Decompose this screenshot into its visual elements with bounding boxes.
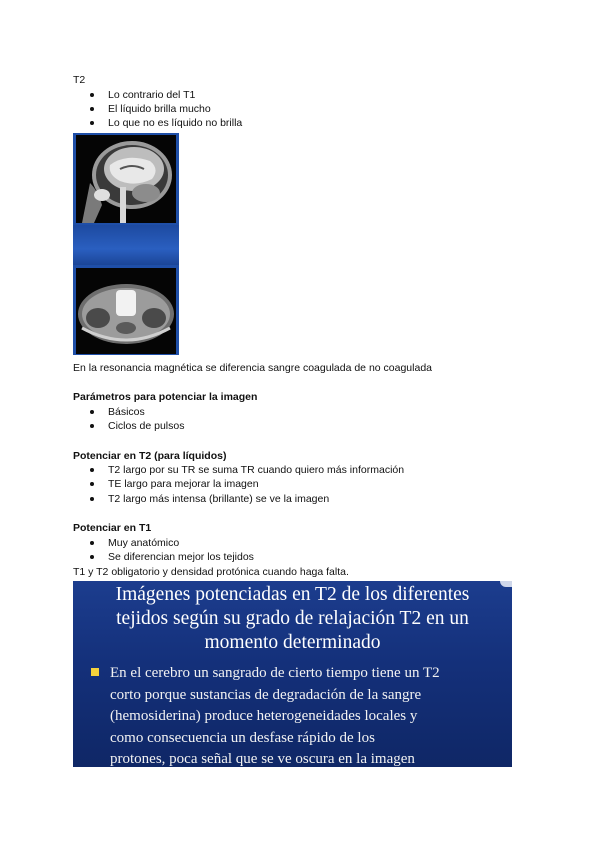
list-item: Se diferencian mejor los tejidos bbox=[108, 551, 254, 563]
list-item: El líquido brilla mucho bbox=[108, 103, 211, 115]
resonancia-paragraph: En la resonancia magnética se diferencia sangre coagulada de no coagulada bbox=[73, 362, 432, 374]
list-item: Lo contrario del T1 bbox=[108, 89, 196, 101]
list-item: Lo que no es líquido no brilla bbox=[108, 117, 243, 129]
list-item: Muy anatómico bbox=[108, 537, 180, 549]
heading-t2: T2 bbox=[73, 74, 86, 86]
list-item: Básicos bbox=[108, 406, 145, 418]
slide-body-line: (hemosiderina) produce heterogeneidades locales y bbox=[110, 708, 418, 724]
square-bullet-icon bbox=[91, 668, 99, 676]
closing-line: T1 y T2 obligatorio y densidad protónica cuando haga falta. bbox=[73, 566, 349, 578]
potenciar-t2-heading: Potenciar en T2 (para líquidos) bbox=[73, 450, 227, 462]
parametros-heading: Parámetros para potenciar la imagen bbox=[73, 391, 258, 403]
presentation-slide-image bbox=[73, 581, 512, 767]
slide-title-line: Imágenes potenciadas en T2 de los diferentes bbox=[115, 584, 470, 605]
axial-pelvis-mri-image bbox=[76, 268, 176, 354]
slide-body-line: como consecuencia un desfase rápido de los bbox=[110, 729, 375, 746]
slide-title-line: tejidos según su grado de relajación T2 en un bbox=[116, 608, 469, 629]
potenciar-t1-heading: Potenciar en T1 bbox=[73, 522, 152, 534]
slide-body-line: En el cerebro un sangrado de cierto tiempo tiene un T2 bbox=[110, 665, 440, 681]
slide-body-line: corto porque sustancias de degradación de la sangre bbox=[110, 686, 422, 703]
slide-title-line: momento determinado bbox=[204, 632, 381, 653]
list-item: T2 largo por su TR se suma TR cuando quiero más información bbox=[108, 464, 405, 476]
sagittal-brain-mri-image bbox=[76, 135, 176, 223]
list-item: TE largo para mejorar la imagen bbox=[108, 478, 259, 490]
slide-body-line: protones, poca señal que se ve oscura en la imagen bbox=[110, 751, 415, 767]
mri-images bbox=[73, 133, 179, 355]
list-item: T2 largo más intensa (brillante) se ve la imagen bbox=[108, 493, 330, 505]
list-item: Ciclos de pulsos bbox=[108, 420, 185, 432]
